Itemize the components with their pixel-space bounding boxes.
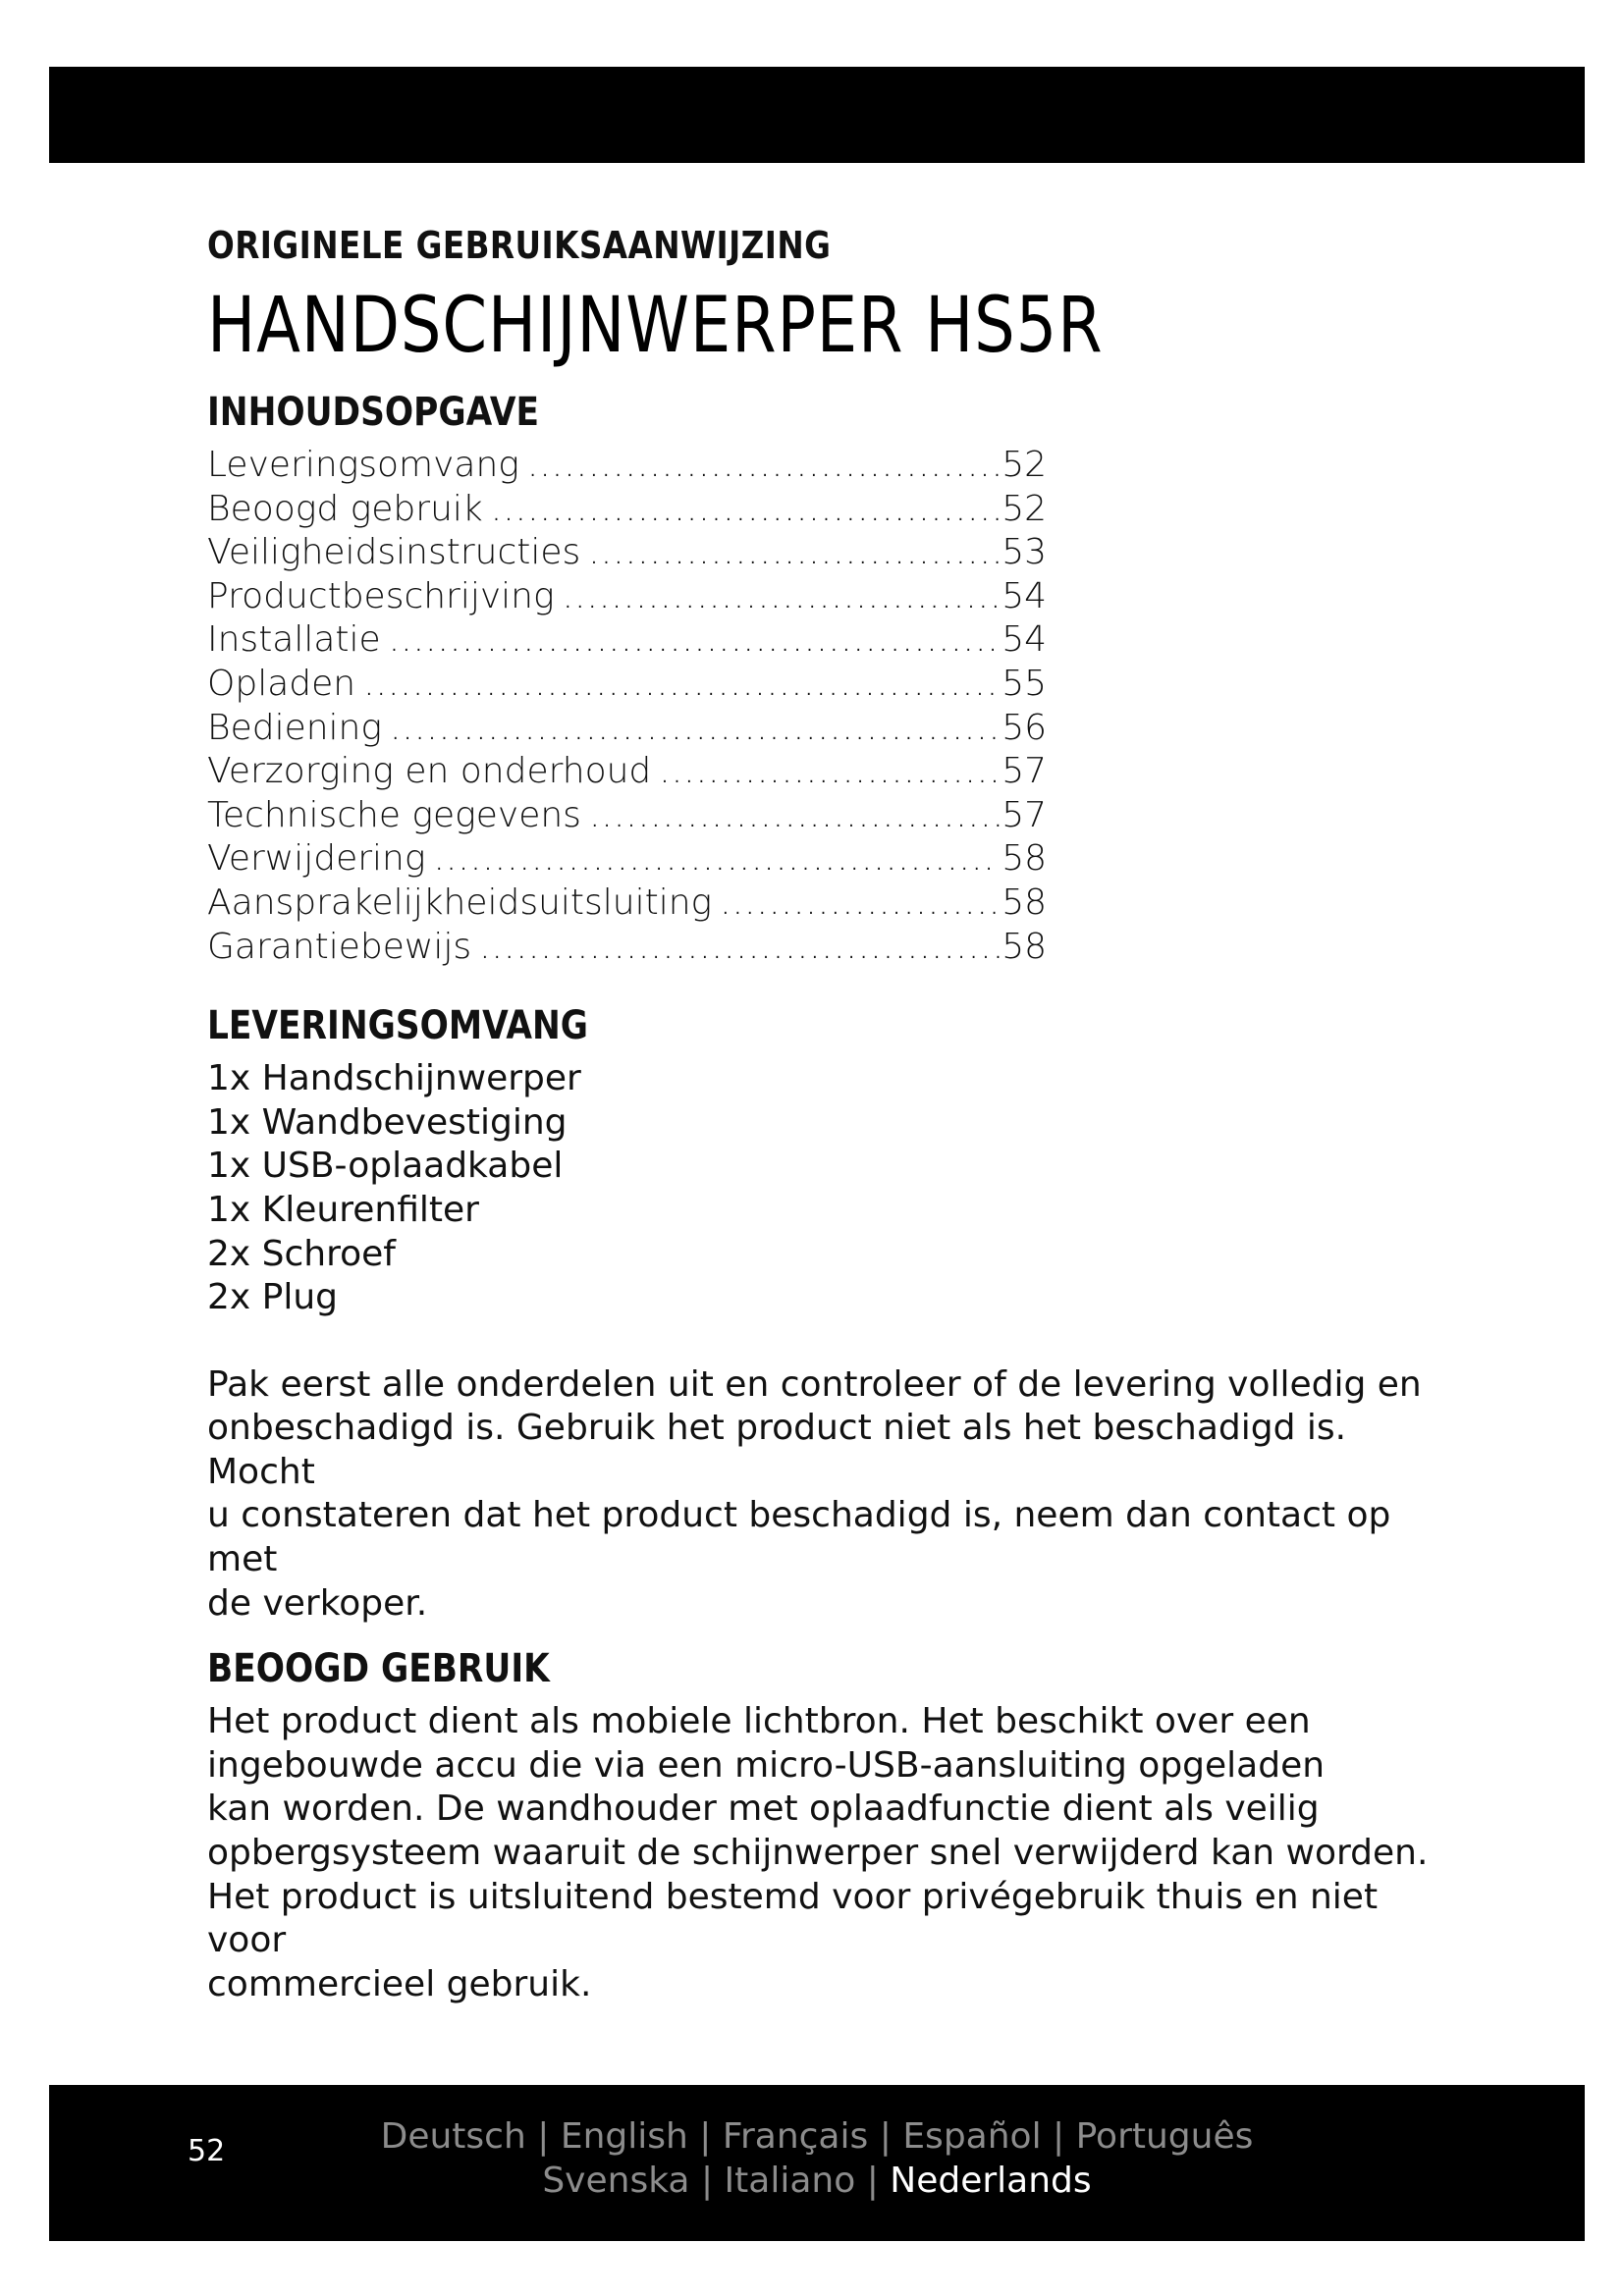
toc-entry-page: 55	[1001, 663, 1047, 704]
language-link-deutsch[interactable]: Deutsch	[380, 2116, 526, 2157]
language-separator: |	[1053, 2116, 1065, 2157]
paragraph-line: Het product is uitsluitend bestemd voor privégebruik thuis en niet voor	[207, 1876, 1379, 1961]
paragraph-line: Het product dient als mobiele lichtbron. Het beschikt over een	[207, 1701, 1311, 1742]
toc-entry-page: 58	[1001, 881, 1047, 923]
language-link-espanol[interactable]: Español	[902, 2116, 1042, 2157]
language-nav-row-2	[49, 2159, 1585, 2203]
supply-note-paragraph	[207, 1363, 1444, 1627]
intended-use-heading: BEOOGD GEBRUIK	[207, 1646, 550, 1692]
toc-leader-dots	[363, 663, 1000, 707]
toc-entry-label: Opladen	[207, 663, 356, 704]
toc-entry[interactable]	[207, 444, 1047, 488]
paragraph-line: ingebouwde accu die via een micro-USB-aansluiting opgeladen	[207, 1744, 1326, 1786]
footer-bar	[49, 2085, 1585, 2241]
list-item: 2x Schroef	[207, 1233, 396, 1274]
toc-leader-dots	[433, 837, 1000, 881]
paragraph-line: de verkoper.	[207, 1582, 428, 1624]
toc-leader-dots	[527, 444, 1000, 488]
table-of-contents	[207, 444, 1047, 969]
list-item: 1x USB-oplaadkabel	[207, 1146, 564, 1187]
toc-entry[interactable]	[207, 926, 1047, 970]
language-separator: |	[866, 2161, 879, 2201]
toc-entry-label: Installatie	[207, 619, 381, 661]
toc-leader-dots	[589, 794, 1000, 838]
language-link-italiano[interactable]: Italiano	[724, 2161, 856, 2201]
language-nav-row-1	[49, 2114, 1585, 2159]
toc-leader-dots	[389, 618, 1000, 663]
page-number: 52	[188, 2134, 226, 2168]
language-separator: |	[879, 2116, 892, 2157]
language-link-francais[interactable]: Français	[722, 2116, 869, 2157]
toc-entry[interactable]	[207, 837, 1047, 881]
supply-heading: LEVERINGSOMVANG	[207, 1003, 589, 1049]
list-item: 1x Kleurenfilter	[207, 1189, 479, 1230]
toc-entry[interactable]	[207, 618, 1047, 663]
toc-entry[interactable]	[207, 707, 1047, 751]
toc-entry-label: Verzorging en onderhoud	[207, 751, 652, 792]
toc-entry-page: 58	[1001, 838, 1047, 880]
toc-leader-dots	[720, 881, 1000, 926]
toc-entry-page: 56	[1001, 707, 1047, 748]
toc-entry[interactable]	[207, 575, 1047, 619]
toc-leader-dots	[588, 531, 1000, 575]
paragraph-line: commercieel gebruik.	[207, 1963, 592, 2004]
toc-entry[interactable]	[207, 663, 1047, 707]
toc-leader-dots	[479, 926, 1000, 970]
toc-entry-label: Leveringsomvang	[207, 445, 519, 485]
toc-entry-page: 57	[1001, 794, 1047, 835]
toc-entry-page: 52	[1001, 488, 1047, 529]
document-subtitle: ORIGINELE GEBRUIKSAANWIJZING	[207, 224, 832, 267]
page-content	[207, 214, 1444, 2006]
toc-leader-dots	[659, 750, 1000, 794]
toc-leader-dots	[390, 707, 1000, 751]
toc-entry[interactable]	[207, 881, 1047, 926]
language-link-portugues[interactable]: Português	[1075, 2116, 1254, 2157]
paragraph-line: u constateren dat het product beschadigd is, neem dan contact op met	[207, 1495, 1391, 1580]
header-bar	[49, 67, 1585, 163]
language-link-nederlands[interactable]: Nederlands	[890, 2161, 1092, 2201]
toc-entry-page: 52	[1001, 445, 1047, 485]
paragraph-line: Pak eerst alle onderdelen uit en controleer of de levering volledig en	[207, 1363, 1422, 1405]
paragraph-line: onbeschadigd is. Gebruik het product niet als het beschadigd is. Mocht	[207, 1408, 1347, 1492]
language-link-svenska[interactable]: Svenska	[542, 2161, 690, 2201]
paragraph-line: opbergsysteem waaruit de schijnwerper snel verwijderd kan worden.	[207, 1833, 1429, 1874]
toc-leader-dots	[491, 488, 1000, 532]
language-separator: |	[700, 2161, 714, 2201]
toc-leader-dots	[563, 575, 1001, 619]
toc-entry-page: 54	[1001, 575, 1047, 616]
list-item: 1x Wandbevestiging	[207, 1101, 568, 1143]
toc-entry[interactable]	[207, 794, 1047, 838]
toc-entry[interactable]	[207, 488, 1047, 532]
toc-entry-label: Productbeschrijving	[207, 575, 555, 616]
toc-entry-label: Bediening	[207, 707, 382, 748]
toc-entry-page: 54	[1001, 619, 1047, 661]
toc-entry-label: Garantiebewijs	[207, 926, 472, 967]
toc-entry-page: 53	[1001, 532, 1047, 573]
toc-entry-label: Technische gegevens	[207, 794, 581, 835]
intended-use-paragraph	[207, 1700, 1444, 2006]
document-title: HANDSCHIJNWERPER HS5R	[207, 282, 1104, 370]
toc-entry-label: Aansprakelijkheidsuitsluiting	[207, 881, 713, 923]
list-item: 1x Handschijnwerper	[207, 1058, 581, 1099]
toc-entry-page: 57	[1001, 751, 1047, 792]
toc-entry-label: Veiligheidsinstructies	[207, 532, 581, 573]
toc-entry-label: Beoogd gebruik	[207, 488, 483, 529]
language-separator: |	[537, 2116, 550, 2157]
list-item: 2x Plug	[207, 1277, 339, 1318]
supply-list	[207, 1057, 1444, 1320]
toc-heading: INHOUDSOPGAVE	[207, 390, 539, 435]
toc-entry[interactable]	[207, 750, 1047, 794]
toc-entry[interactable]	[207, 531, 1047, 575]
toc-entry-label: Verwijdering	[207, 838, 426, 880]
language-separator: |	[699, 2116, 712, 2157]
language-link-english[interactable]: English	[560, 2116, 688, 2157]
paragraph-line: kan worden. De wandhouder met oplaadfunctie dient als veilig	[207, 1789, 1320, 1830]
toc-entry-page: 58	[1001, 926, 1047, 967]
